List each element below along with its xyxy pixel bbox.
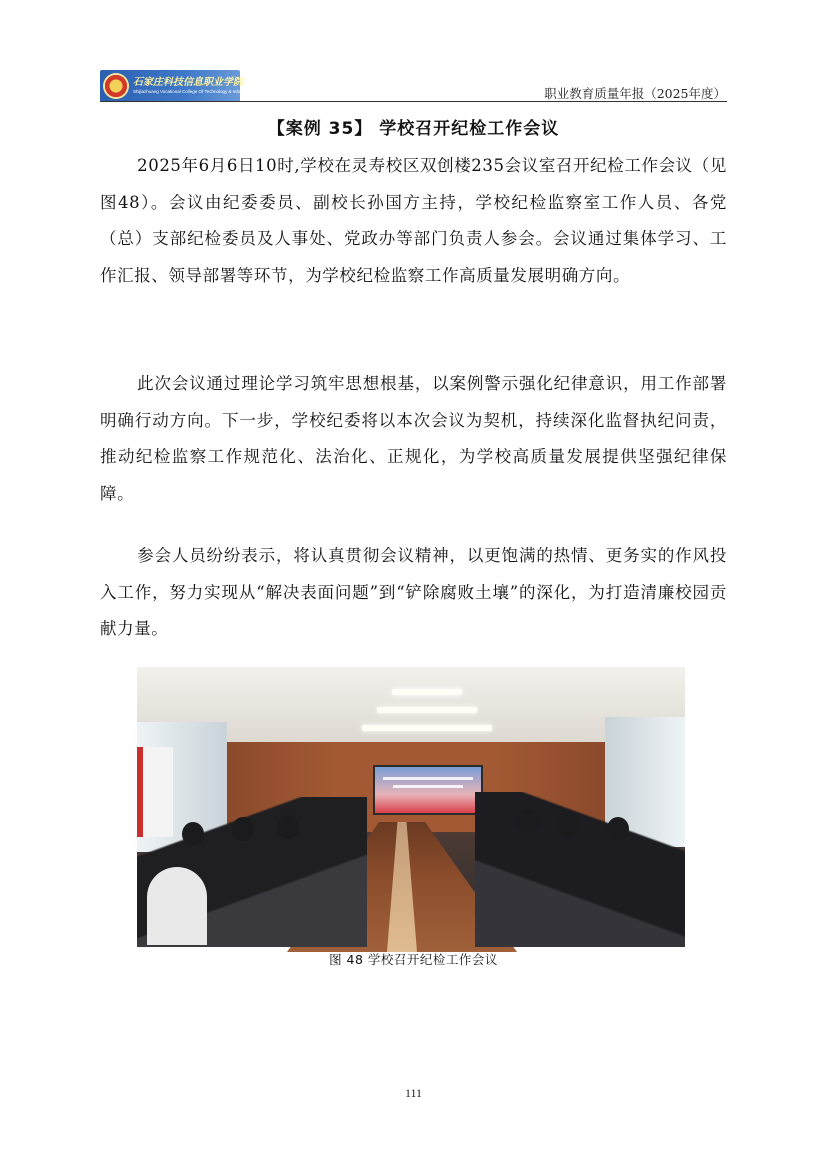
- logo-text-en: Shijiazhuang Vocational College Of Technology & Information: [133, 89, 256, 94]
- photo-attendee-head: [557, 812, 579, 836]
- photo-attendees-right: [475, 792, 685, 947]
- header-divider: [100, 101, 727, 102]
- paragraph-2: 此次会议通过理论学习筑牢思想根基，以案例警示强化纪律意识，用工作部署明确行动方向。下一步，学校纪委将以本次会议为契机，持续深化监督执纪问责，推动纪检监察工作规范化、法治化、正规化，为学校高质量发展提供坚强纪律保障。: [100, 374, 727, 503]
- photo-ceiling-light: [362, 725, 492, 731]
- photo-attendee-white-shirt: [147, 867, 207, 945]
- photo-ceiling-light: [392, 689, 462, 695]
- photo-attendee-head: [182, 822, 204, 846]
- logo-text-block: [133, 77, 255, 95]
- photo-attendee-head: [277, 815, 299, 839]
- photo-attendee-head: [232, 817, 254, 841]
- college-logo: [100, 70, 256, 102]
- page-number: 111: [404, 1086, 423, 1100]
- logo-text-cn: 石家庄科技信息职业学院: [133, 77, 243, 88]
- photo-attendee-head: [607, 817, 629, 841]
- figure-caption: 图 48 学校召开纪检工作会议: [329, 952, 498, 967]
- college-seal-icon: [103, 73, 129, 99]
- photo-projection-screen: [373, 765, 483, 815]
- paragraph-3: 参会人员纷纷表示，将认真贯彻会议精神，以更饱满的热情、更务实的作风投入工作，努力实现从“解决表面问题”到“铲除腐败土壤”的深化，为打造清廉校园贡献力量。: [100, 546, 727, 639]
- meeting-photo: [137, 667, 685, 945]
- report-title: 职业教育质量年报（2025年度）: [544, 86, 726, 101]
- photo-ceiling-light: [377, 707, 477, 713]
- photo-attendee-head: [517, 809, 539, 833]
- photo-screen-line: [383, 777, 473, 780]
- photo-screen-line: [393, 785, 463, 788]
- paragraph-1: 2025年6月6日10时,学校在灵寿校区双创楼235会议室召开纪检工作会议（见图48）。会议由纪委委员、副校长孙国方主持，学校纪检监察室工作人员、各党（总）支部纪检委员及人事处、党政办等部门负责人参会。会议通过集体学习、工作汇报、领导部署等环节，为学校纪检监察工作高质量发展明确方向。: [100, 156, 727, 285]
- article-title: 【案例 35】 学校召开纪检工作会议: [267, 119, 560, 139]
